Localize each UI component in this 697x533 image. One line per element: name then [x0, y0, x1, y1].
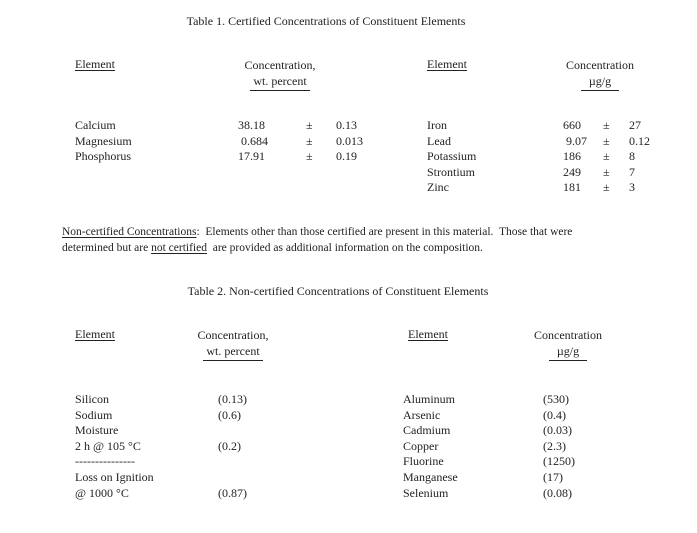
concentration-value: (0.4): [543, 407, 566, 422]
concentration-value: 181: [563, 180, 581, 194]
element-name: Potassium: [427, 149, 477, 163]
concentration-value: 9.07: [563, 133, 587, 148]
uncertainty-value: 8: [629, 149, 635, 163]
table1-right-body: [427, 118, 677, 196]
table1-right-element-header: [427, 57, 467, 72]
concentration-value: [218, 470, 328, 486]
concentration-value: (0.2): [218, 438, 241, 453]
concentration-header-line1: Concentration,: [197, 328, 269, 342]
table2-right-concentration-header: [528, 327, 608, 361]
element-name: Cadmium: [403, 423, 451, 438]
element-name: Aluminum: [403, 392, 456, 406]
concentration-value: 660: [563, 118, 581, 132]
table2-right-body: [403, 392, 643, 501]
concentration-value: (0.03): [543, 423, 572, 438]
table2-right-element-header: [408, 327, 448, 342]
concentration-value: (17): [543, 469, 563, 484]
element-name: Magnesium: [75, 133, 132, 148]
concentration-header-line2: µg/g: [560, 73, 640, 91]
uncertainty-value: 27: [629, 118, 641, 132]
uncertainty-value: 0.013: [336, 133, 363, 148]
element-name: Phosphorus: [75, 149, 132, 163]
element-name: Sodium: [75, 407, 113, 422]
table2-title: Table 2. Non-certified Concentrations of Constituent Elements: [187, 284, 489, 298]
element-name: Lead: [427, 133, 451, 148]
concentration-value: 186: [563, 149, 581, 163]
table1-title: Table 1. Certified Concentrations of Constituent Elements: [186, 14, 466, 28]
concentration-header-line1: Concentration,: [244, 58, 316, 72]
concentration-value: (0.08): [543, 485, 572, 500]
note-lead-underlined: Non-certified Concentrations: [62, 226, 197, 238]
concentration-value: 0.684: [238, 133, 268, 148]
non-certified-note: [62, 224, 572, 256]
concentration-value: [218, 423, 328, 439]
element-name: Fluorine: [403, 454, 444, 469]
concentration-value: (0.13): [218, 392, 247, 406]
element-name: Selenium: [403, 485, 449, 500]
concentration-value: (1250): [543, 454, 575, 469]
uncertainty-value: 0.12: [629, 133, 650, 148]
element-name: Strontium: [427, 164, 476, 179]
element-column-header: Element: [427, 57, 467, 71]
table2-left-concentration-header: [193, 327, 273, 361]
note-line-1: [62, 224, 572, 240]
concentration-value: 38.18: [238, 118, 265, 132]
plus-minus-sign: ±: [306, 133, 313, 148]
element-name: 2 h @ 105 °C: [75, 438, 141, 453]
concentration-value: (530): [543, 392, 569, 406]
uncertainty-value: 7: [629, 164, 635, 179]
concentration-header-line2: wt. percent: [240, 73, 320, 91]
table1-left-concentration-header: [240, 57, 320, 91]
plus-minus-sign: ±: [603, 164, 610, 179]
element-column-header: Element: [75, 327, 115, 341]
concentration-value: (2.3): [543, 438, 566, 453]
element-name: Loss on Ignition: [75, 469, 154, 484]
concentration-value: (0.6): [218, 407, 241, 422]
element-column-header: Element: [75, 57, 115, 71]
plus-minus-sign: ±: [306, 149, 313, 163]
element-name: Calcium: [75, 118, 116, 132]
concentration-header-line2: µg/g: [528, 343, 608, 361]
element-column-header: Element: [408, 327, 448, 341]
concentration-header-line2: wt. percent: [193, 343, 273, 361]
note-line2-post: are provided as additional information on the composition.: [206, 242, 483, 254]
uncertainty-value: 0.19: [336, 149, 357, 163]
concentration-value: [218, 454, 328, 470]
note-line-2: [62, 240, 572, 256]
plus-minus-sign: ±: [603, 180, 610, 194]
element-name: Zinc: [427, 180, 449, 194]
element-name: Manganese: [403, 469, 458, 484]
plus-minus-sign: ±: [306, 118, 313, 132]
concentration-value: 17.91: [238, 149, 265, 163]
element-name: @ 1000 °C: [75, 485, 129, 500]
concentration-header-line1: Concentration: [566, 58, 634, 72]
concentration-header-line1: Concentration: [534, 328, 602, 342]
uncertainty-value: 0.13: [336, 118, 357, 132]
concentration-value: (0.87): [218, 485, 247, 500]
note-line2-pre: determined but are: [62, 242, 152, 254]
note-not-certified-underlined: not certified: [151, 242, 207, 254]
dashed-separator: ---------------: [75, 454, 135, 469]
table1-right-concentration-header: [560, 57, 640, 91]
table1-left-body: [75, 118, 396, 165]
element-name: Iron: [427, 118, 447, 132]
element-name: Moisture: [75, 423, 119, 438]
note-line1-text: : Elements other than those certified are present in this material. Those that were: [196, 226, 573, 238]
plus-minus-sign: ±: [603, 149, 610, 163]
table2-left-element-header: [75, 327, 115, 342]
element-name: Copper: [403, 438, 439, 453]
plus-minus-sign: ±: [603, 118, 610, 132]
concentration-value: 249: [563, 164, 581, 179]
element-name: Silicon: [75, 392, 110, 406]
table2-left-body: [75, 392, 328, 501]
element-name: Arsenic: [403, 407, 441, 422]
table1-left-element-header: [75, 57, 115, 72]
uncertainty-value: 3: [629, 180, 635, 194]
plus-minus-sign: ±: [603, 133, 610, 148]
